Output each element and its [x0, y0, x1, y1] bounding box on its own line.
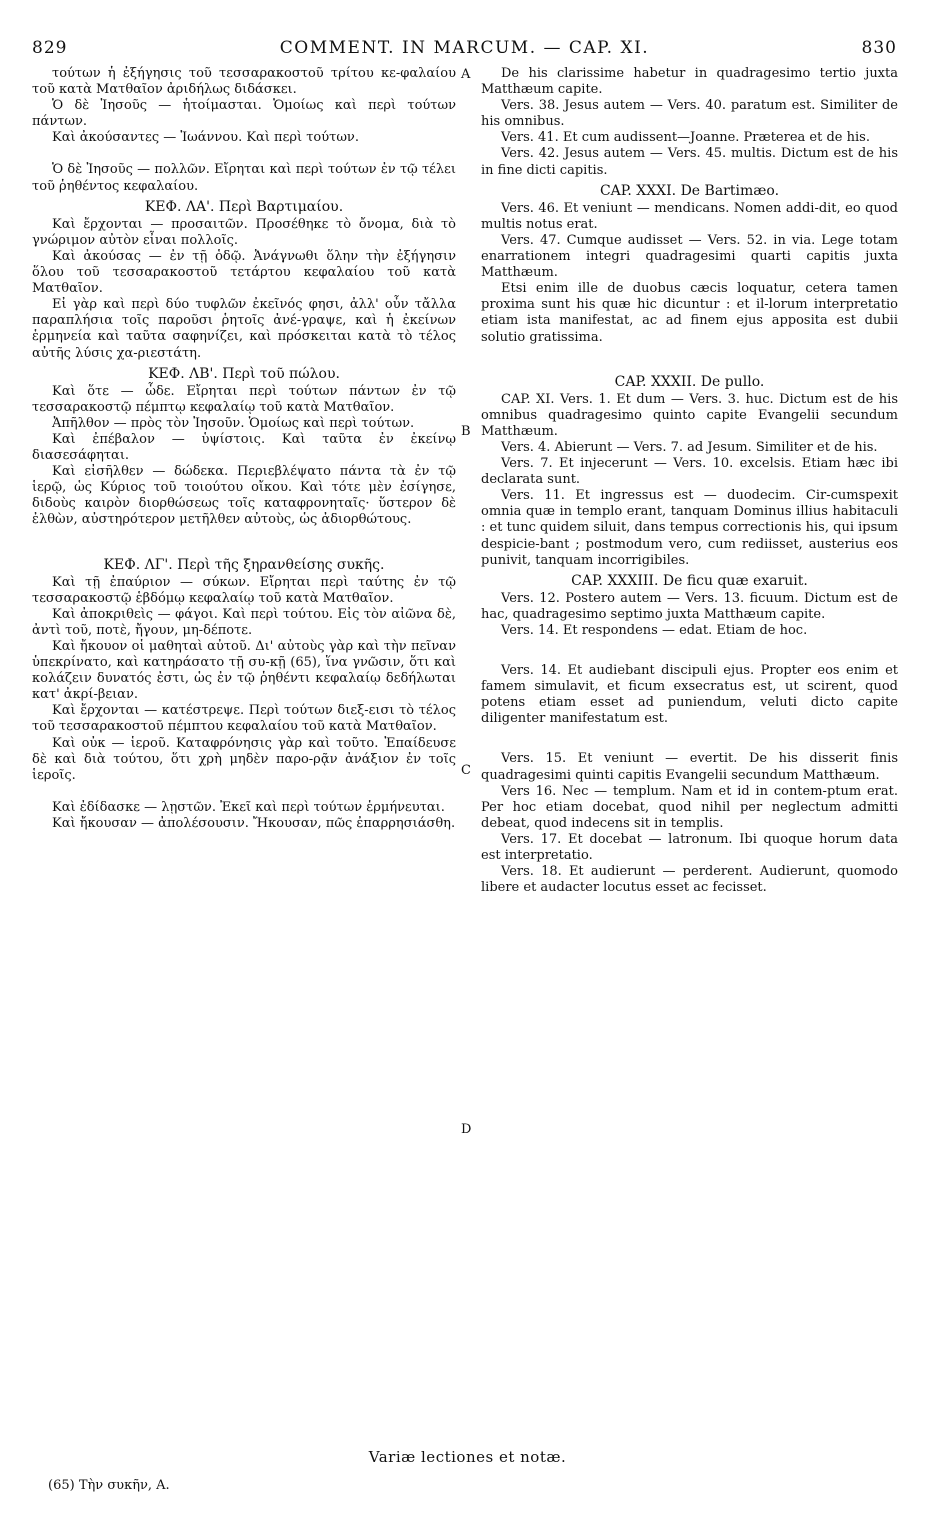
paragraph: Vers. 41. Et cum audissent—Joanne. Præterea et de his. — [501, 130, 870, 146]
paragraph: Vers. 14. Et audiebant discipuli ejus. Propter eos enim et famem simulavit, et ficum exsecratus est, ut scirent, quod potens etiam esset ad puniendum, veluti dicto capite diligenter manifestatum est. — [481, 663, 898, 727]
paragraph: Ἀπῆλθον — πρὸς τὸν Ἰησοῦν. Ὁμοίως καὶ περὶ τούτων. — [52, 415, 415, 431]
paragraph: De his clarissime habetur in quadragesimo tertio juxta Matthæum capite. — [481, 66, 898, 98]
paragraph: Καὶ ἔρχονται — προσαιτῶν. Προσέθηκε τὸ ὄνομα, διὰ τὸ γνώριμον αὐτὸν εἶναι πολλοῖς. — [32, 216, 456, 248]
spacer — [481, 346, 898, 370]
paragraph: Vers. 38. Jesus autem — Vers. 40. paratum est. Similiter de his omnibus. — [481, 98, 898, 130]
paragraph: Καὶ ἔρχονται — κατέστρεψε. Περὶ τούτων διεξ-εισι τὸ τέλος τοῦ τεσσαρακοστοῦ πέμπτου κεφαλαίου τοῦ κατὰ Ματθαῖον. — [32, 703, 456, 735]
paragraph: Vers. 42. Jesus autem — Vers. 45. multis. Dictum est de his in fine dicti capitis. — [481, 146, 898, 178]
paragraph: Vers. 17. Et docebat — latronum. Ibi quoque horum data est interpretatio. — [481, 831, 898, 864]
spacer — [32, 529, 456, 553]
chapter-heading: CAP. XXXII. De pullo. — [614, 373, 765, 390]
spacer — [481, 727, 898, 751]
right-page-number: 830 — [861, 38, 897, 58]
paragraph: Καὶ ἀκούσαντες — Ἰωάννου. Καὶ περὶ τούτων. — [52, 130, 359, 146]
running-title: COMMENT. IN MARCUM. — CAP. XI. — [279, 38, 650, 58]
paragraph: τούτων ἡ ἐξήγησις τοῦ τεσσαρακοστοῦ τρίτου κε-φαλαίου τοῦ κατὰ Ματθαῖον ἀριδήλως διδάσκει. — [32, 66, 456, 98]
paragraph: Vers. 14. Et respondens — edat. Etiam de hoc. — [501, 623, 808, 638]
paragraph: CAP. XI. Vers. 1. Et dum — Vers. 3. huc. Dictum est de his omnibus quadragesimo quinto capite Evangelii secundum Matthæum. — [481, 391, 898, 439]
paragraph: Vers. 15. Et veniunt — evertit. De his disserit finis quadragesimi quinti capitis Evangelii secundum Matthæum. — [481, 751, 898, 783]
paragraph: Ὁ δὲ Ἰησοῦς — ἡτοίμασται. Ὁμοίως καὶ περὶ τούτων πάντων. — [32, 98, 456, 130]
paragraph: Καὶ ἀκούσας — ἐν τῇ ὁδῷ. Ἀνάγνωθι ὅλην τὴν ἐξήγησιν ὅλου τοῦ τεσσαρακοστοῦ τετάρτου κεφαλαίου τοῦ κατὰ Ματθαῖον. — [32, 248, 456, 297]
paragraph: Καὶ ἐπέβαλον — ὑψίστοις. Καὶ ταῦτα ἐν ἐκείνῳ διασεσάφηται. — [32, 431, 456, 464]
paragraph: Vers. 46. Et veniunt — mendicans. Nomen addi-dit, eo quod multis notus erat. — [481, 200, 898, 232]
paragraph: Καὶ οὐκ — ἱεροῦ. Καταφρόνησις γὰρ καὶ τοῦτο. Ἐπαίδευσε δὲ καὶ διὰ τούτου, ὅτι χρὴ μηδὲν παρο-ρᾷν ἀνάξιον ἐν τοῖς ἱεροῖς. — [32, 735, 456, 783]
chapter-heading: ΚΕΦ. ΛΒ'. Περὶ τοῦ πώλου. — [148, 365, 340, 382]
paragraph: Καὶ ἀποκριθεὶς — φάγοι. Καὶ περὶ τούτου. Εἰς τὸν αἰῶνα δὲ, ἀντὶ τοῦ, ποτὲ, ἤγουν, μη-δέποτε. — [32, 606, 456, 638]
left-page-number: 829 — [32, 38, 68, 58]
chapter-heading: ΚΕΦ. ΛΑ'. Περὶ Βαρτιμαίου. — [144, 198, 344, 215]
paragraph: Vers. 12. Postero autem — Vers. 13. ficuum. Dictum est de hac, quadragesimo septimo juxta Matthæum capite. — [481, 590, 898, 622]
paragraph: Vers. 18. Et audierunt — perderent. Audierunt, quomodo libere et audacter locutus esset ac fecisset. — [481, 864, 898, 896]
paragraph: Vers. 7. Et injecerunt — Vers. 10. excelsis. Etiam hæc ibi declarata sunt. — [481, 456, 898, 488]
paragraph: Καὶ ἤκουον οἱ μαθηταὶ αὐτοῦ. Δι' αὐτοὺς γὰρ καὶ τὴν πεῖναν ὑπεκρίνατο, καὶ κατηράσατο τῇ συ-κῇ (65), ἵνα γνῶσιν, ὅτι καὶ κολάζειν δυνατός ἐστι, ὡς ἐν τῷ ῥηθέντι κεφαλαίῳ δεδήλωται κατ' ἀκρί-βειαν. — [32, 639, 456, 703]
paragraph: Vers. 47. Cumque audisset — Vers. 52. in via. Lege totam enarrationem integri quadragesimi quarti capitis juxta Matthæum. — [481, 232, 898, 281]
paragraph: Εἰ γὰρ καὶ περὶ δύο τυφλῶν ἐκεῖνός φησι, ἀλλ' οὖν τἄλλα παραπλήσια τοῖς παροῦσι ῥητοῖς ἀνέ-γραψε, καὶ ἡ ἐκείνων ἑρμηνεία καὶ ταῦτα σαφηνίζει, καὶ πρόσκειται κατὰ τὸ τέλος αὐτῆς λύσις χα-ριεστάτη. — [32, 297, 456, 361]
spacer — [481, 639, 898, 663]
paragraph: Vers 16. Nec — templum. Nam et id in contem-ptum erat. Per hoc etiam docebat, quod nihil per neglectum admitti debeat, quod indecens sit in templis. — [481, 783, 898, 831]
notes-heading: Variæ lectiones et notæ. — [368, 1448, 567, 1466]
margin-letter-d: D — [461, 1122, 472, 1137]
latin-column — [481, 66, 898, 896]
paragraph: Etsi enim ille de duobus cæcis loquatur, cetera tamen proxima sunt his quæ hic dicuntur : et il-lorum interpretatio etiam ista manifestat, ac ad finem ejus apposita est dubii solutio gratissima. — [481, 281, 898, 345]
paragraph: Vers. 11. Et ingressus est — duodecim. Cir-cumspexit omnia quæ in templo erant, tanquam Dominus illius habitaculi : et tunc quidem siluit, dans tempus correctionis his, qui ipsum despicie-bant ; postmodum vero, cum rediisset, austerius eos punivit, tanquam incorrigibiles. — [481, 488, 898, 568]
footnote: (65) Τὴν συκῆν, A. — [48, 1478, 170, 1493]
spacer — [32, 146, 456, 162]
chapter-heading: CAP. XXXIII. De ficu quæ exaruit. — [571, 572, 808, 589]
chapter-heading: ΚΕΦ. ΛΓ'. Περὶ τῆς ξηρανθείσης συκῆς. — [103, 556, 385, 573]
margin-letter-c: C — [461, 763, 471, 778]
chapter-heading: CAP. XXXI. De Bartimæo. — [599, 182, 780, 199]
margin-letter-a: A — [461, 67, 471, 82]
paragraph: Καὶ τῇ ἐπαύριον — σύκων. Εἴρηται περὶ ταύτης ἐν τῷ τεσσαρακοστῷ ἑβδόμῳ κεφαλαίῳ τοῦ κατὰ Ματθαῖον. — [32, 574, 456, 606]
greek-column — [32, 66, 456, 832]
paragraph: Καὶ ἐδίδασκε — λῃστῶν. Ἐκεῖ καὶ περὶ τούτων ἑρμήνευται. — [52, 799, 445, 815]
paragraph: Καὶ ὅτε — ὧδε. Εἴρηται περὶ τούτων πάντων ἐν τῷ τεσσαρακοστῷ πέμπτῳ κεφαλαίῳ τοῦ κατὰ Ματθαῖον. — [32, 383, 456, 415]
paragraph: Καὶ ἤκουσαν — ἀπολέσουσιν. Ἤκουσαν, πῶς ἐπαρρησιάσθη. — [52, 815, 456, 831]
paragraph: Ὁ δὲ Ἰησοῦς — πολλῶν. Εἴρηται καὶ περὶ τούτων ἐν τῷ τέλει τοῦ ῥηθέντος κεφαλαίου. — [32, 162, 456, 194]
page-header — [32, 38, 897, 60]
margin-letter-b: B — [461, 424, 471, 439]
paragraph: Vers. 4. Abierunt — Vers. 7. ad Jesum. Similiter et de his. — [501, 439, 878, 455]
paragraph: Καὶ εἰσῆλθεν — δώδεκα. Περιεβλέψατο πάντα τὰ ἐν τῷ ἱερῷ, ὡς Κύριος τοῦ τοιούτου οἴκου. Καὶ τότε μὲν ἐσίγησε, διδοὺς καιρὸν διορθώσεως τοῖς καταφρονηταῖς· ὕστερον δὲ ἐλθὼν, αὐστηρότερον μετῆλθεν αὐτοὺς, ὡς ἀδιορθώτους. — [32, 464, 456, 528]
spacer — [32, 784, 456, 800]
